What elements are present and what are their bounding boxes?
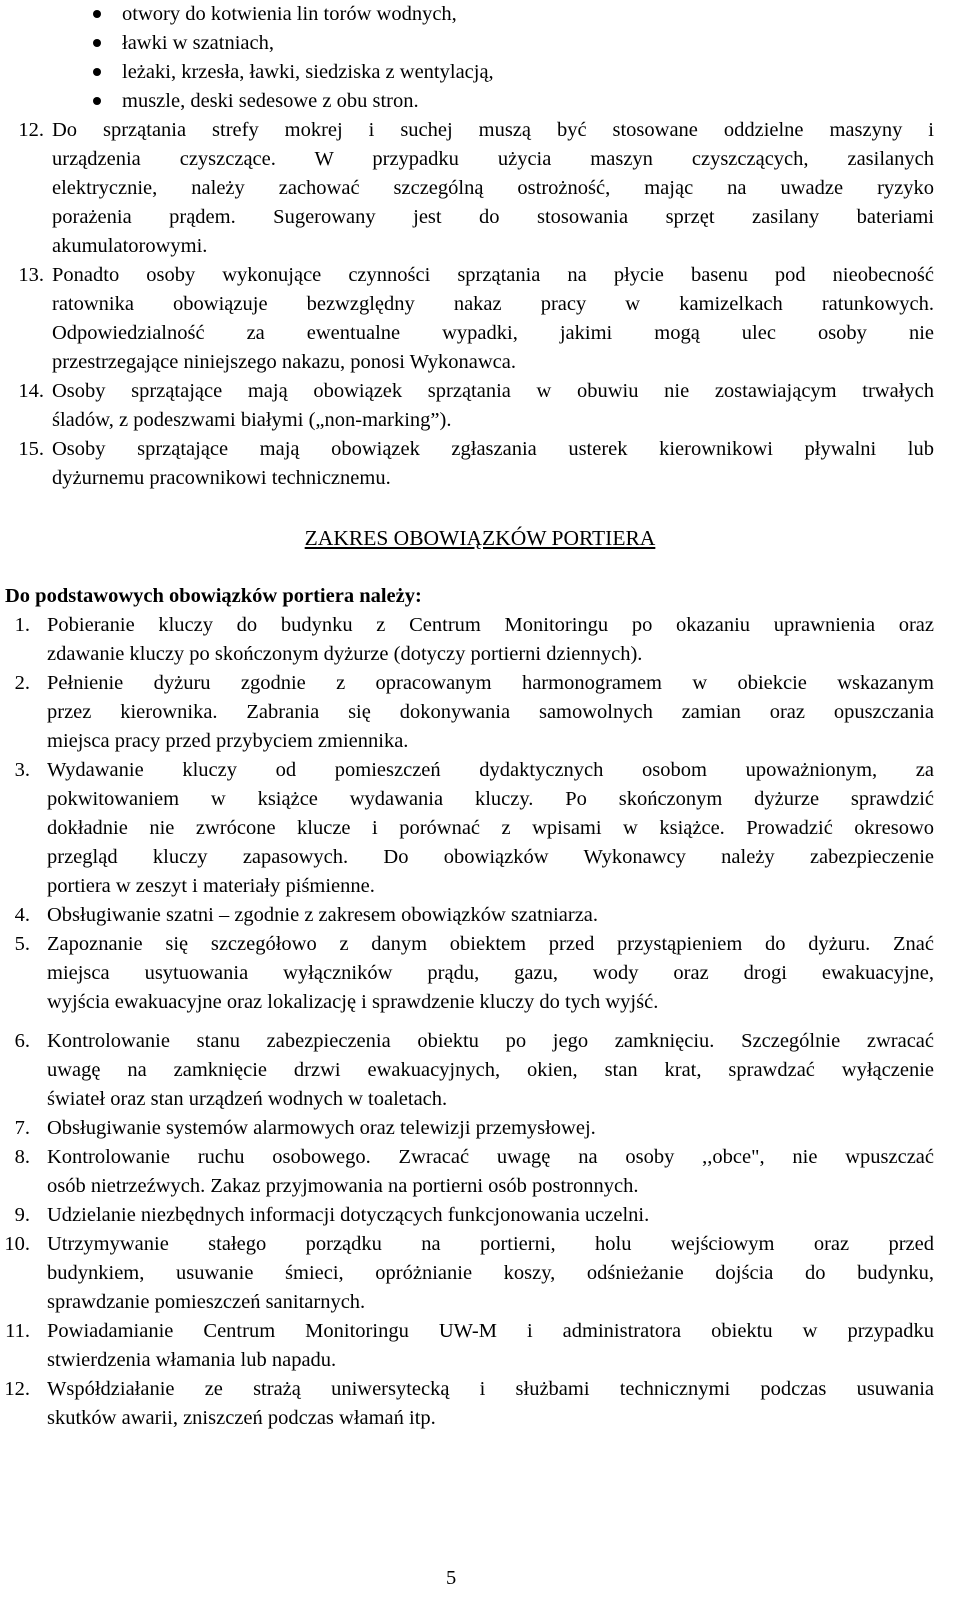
item-line: ratownika obowiązuje bezwzględny nakaz pracy w kamizelkach ratunkowych.: [52, 293, 934, 315]
item-line: Kontrolowanie stanu zabezpieczenia obiektu po jego zamknięciu. Szczególnie zwracać: [47, 1030, 934, 1052]
page-number: 5: [446, 1567, 457, 1589]
item-number: 9.: [14, 1204, 30, 1226]
bullet-item: ławki w szatniach,: [122, 32, 274, 54]
item-number: 8.: [14, 1146, 30, 1168]
item-line: Do sprzątania strefy mokrej i suchej muszą być stosowane oddzielne maszyny i: [52, 119, 934, 141]
item-number: 5.: [14, 933, 30, 955]
section-title: ZAKRES OBOWIĄZKÓW PORTIERA: [304, 526, 656, 550]
item-number: 14.: [18, 380, 44, 402]
item-line: Zapoznanie się szczegółowo z danym obiektem przed przystąpieniem do dyżuru. Znać: [47, 933, 934, 955]
item-line: sprawdzanie pomieszczeń sanitarnych.: [47, 1291, 366, 1313]
item-line: Powiadamianie Centrum Monitoringu UW-M i administratora obiektu w przypadku: [47, 1320, 934, 1342]
item-line: Udzielanie niezbędnych informacji dotyczących funkcjonowania uczelni.: [47, 1204, 650, 1226]
item-line: zdawanie kluczy po skończonym dyżurze (dotyczy portierni dziennych).: [47, 643, 643, 665]
item-number: 13.: [18, 264, 44, 286]
item-line: Wydawanie kluczy od pomieszczeń dydaktycznych osobom upoważnionym, za: [47, 759, 934, 781]
bullet-item: leżaki, krzesła, ławki, siedziska z wentylacją,: [122, 61, 494, 83]
bullet-item: otwory do kotwienia lin torów wodnych,: [122, 3, 457, 25]
bullet-dot-icon: [93, 97, 101, 105]
item-number: 12.: [18, 119, 44, 141]
section-intro: Do podstawowych obowiązków portiera należy:: [5, 585, 422, 607]
item-line: Utrzymywanie stałego porządku na portierni, holu wejściowym oraz przed: [47, 1233, 934, 1255]
bullet-dot-icon: [93, 10, 101, 18]
item-number: 3.: [14, 759, 30, 781]
item-line: Pełnienie dyżuru zgodnie z opracowanym harmonogramem w obiekcie wskazanym: [47, 672, 934, 694]
bullet-item: muszle, deski sedesowe z obu stron.: [122, 90, 419, 112]
item-line: dyżurnemu pracownikowi technicznemu.: [52, 467, 391, 489]
item-line: Współdziałanie ze strażą uniwersytecką i służbami technicznymi podczas usuwania: [47, 1378, 934, 1400]
item-number: 6.: [14, 1030, 30, 1052]
item-line: portiera w zeszyt i materiały piśmienne.: [47, 875, 375, 897]
item-line: śladów, z podeszwami białymi („non-marking”).: [52, 409, 452, 431]
item-number: 1.: [14, 614, 30, 636]
item-line: Pobieranie kluczy do budynku z Centrum Monitoringu po okazaniu uprawnienia oraz: [47, 614, 934, 636]
bullet-dot-icon: [93, 39, 101, 47]
item-line: Odpowiedzialność za ewentualne wypadki, jakimi mogą ulec osoby nie: [52, 322, 934, 344]
item-line: Osoby sprzątające mają obowiązek zgłaszania usterek kierownikowi pływalni lub: [52, 438, 934, 460]
item-line: miejsca pracy przed przybyciem zmiennika.: [47, 730, 409, 752]
item-line: uwagę na zamknięcie drzwi ewakuacyjnych, okien, stan krat, sprawdzać wyłączenie: [47, 1059, 934, 1081]
item-line: wyjścia ewakuacyjne oraz lokalizację i sprawdzenie kluczy do tych wyjść.: [47, 991, 659, 1013]
item-line: akumulatorowymi.: [52, 235, 208, 257]
item-line: przez kierownika. Zabrania się dokonywania samowolnych zamian oraz opuszczania: [47, 701, 934, 723]
item-line: Obsługiwanie systemów alarmowych oraz telewizji przemysłowej.: [47, 1117, 596, 1139]
item-line: budynkiem, usuwanie śmieci, opróżnianie koszy, odśnieżanie dojścia do budynku,: [47, 1262, 934, 1284]
item-line: dokładnie nie zwrócone klucze i porównać z wpisami w książce. Prowadzić okresowo: [47, 817, 934, 839]
item-line: osób nietrzeźwych. Zakaz przyjmowania na portierni osób postronnych.: [47, 1175, 639, 1197]
item-line: przegląd kluczy zapasowych. Do obowiązków Wykonawcy należy zabezpieczenie: [47, 846, 934, 868]
item-line: miejsca usytuowania wyłączników prądu, gazu, wody oraz drogi ewakuacyjne,: [47, 962, 934, 984]
item-number: 15.: [18, 438, 44, 460]
item-number: 4.: [14, 904, 30, 926]
bullet-dot-icon: [93, 68, 101, 76]
item-line: Ponadto osoby wykonujące czynności sprzątania na płycie basenu pod nieobecność: [52, 264, 934, 286]
item-line: świateł oraz stan urządzeń wodnych w toaletach.: [47, 1088, 448, 1110]
item-line: stwierdzenia włamania lub napadu.: [47, 1349, 337, 1371]
item-number: 7.: [14, 1117, 30, 1139]
item-line: Obsługiwanie szatni – zgodnie z zakresem obowiązków szatniarza.: [47, 904, 599, 926]
item-number: 2.: [14, 672, 30, 694]
item-number: 10.: [4, 1233, 30, 1255]
item-number: 12.: [4, 1378, 30, 1400]
item-line: urządzenia czyszczące. W przypadku użycia maszyn czyszczących, zasilanych: [52, 148, 934, 170]
item-line: skutków awarii, zniszczeń podczas włamań itp.: [47, 1407, 436, 1429]
item-line: porażenia prądem. Sugerowany jest do stosowania sprzęt zasilany bateriami: [52, 206, 934, 228]
item-number: 11.: [5, 1320, 30, 1342]
item-line: Osoby sprzątające mają obowiązek sprzątania w obuwiu nie zostawiającym trwałych: [52, 380, 934, 402]
item-line: Kontrolowanie ruchu osobowego. Zwracać uwagę na osoby ,,obce", nie wpuszczać: [47, 1146, 934, 1168]
item-line: pokwitowaniem w książce wydawania kluczy. Po skończonym dyżurze sprawdzić: [47, 788, 934, 810]
item-line: elektrycznie, należy zachować szczególną ostrożność, mając na uwadze ryzyko: [52, 177, 934, 199]
item-line: przestrzegające niniejszego nakazu, ponosi Wykonawca.: [52, 351, 516, 373]
